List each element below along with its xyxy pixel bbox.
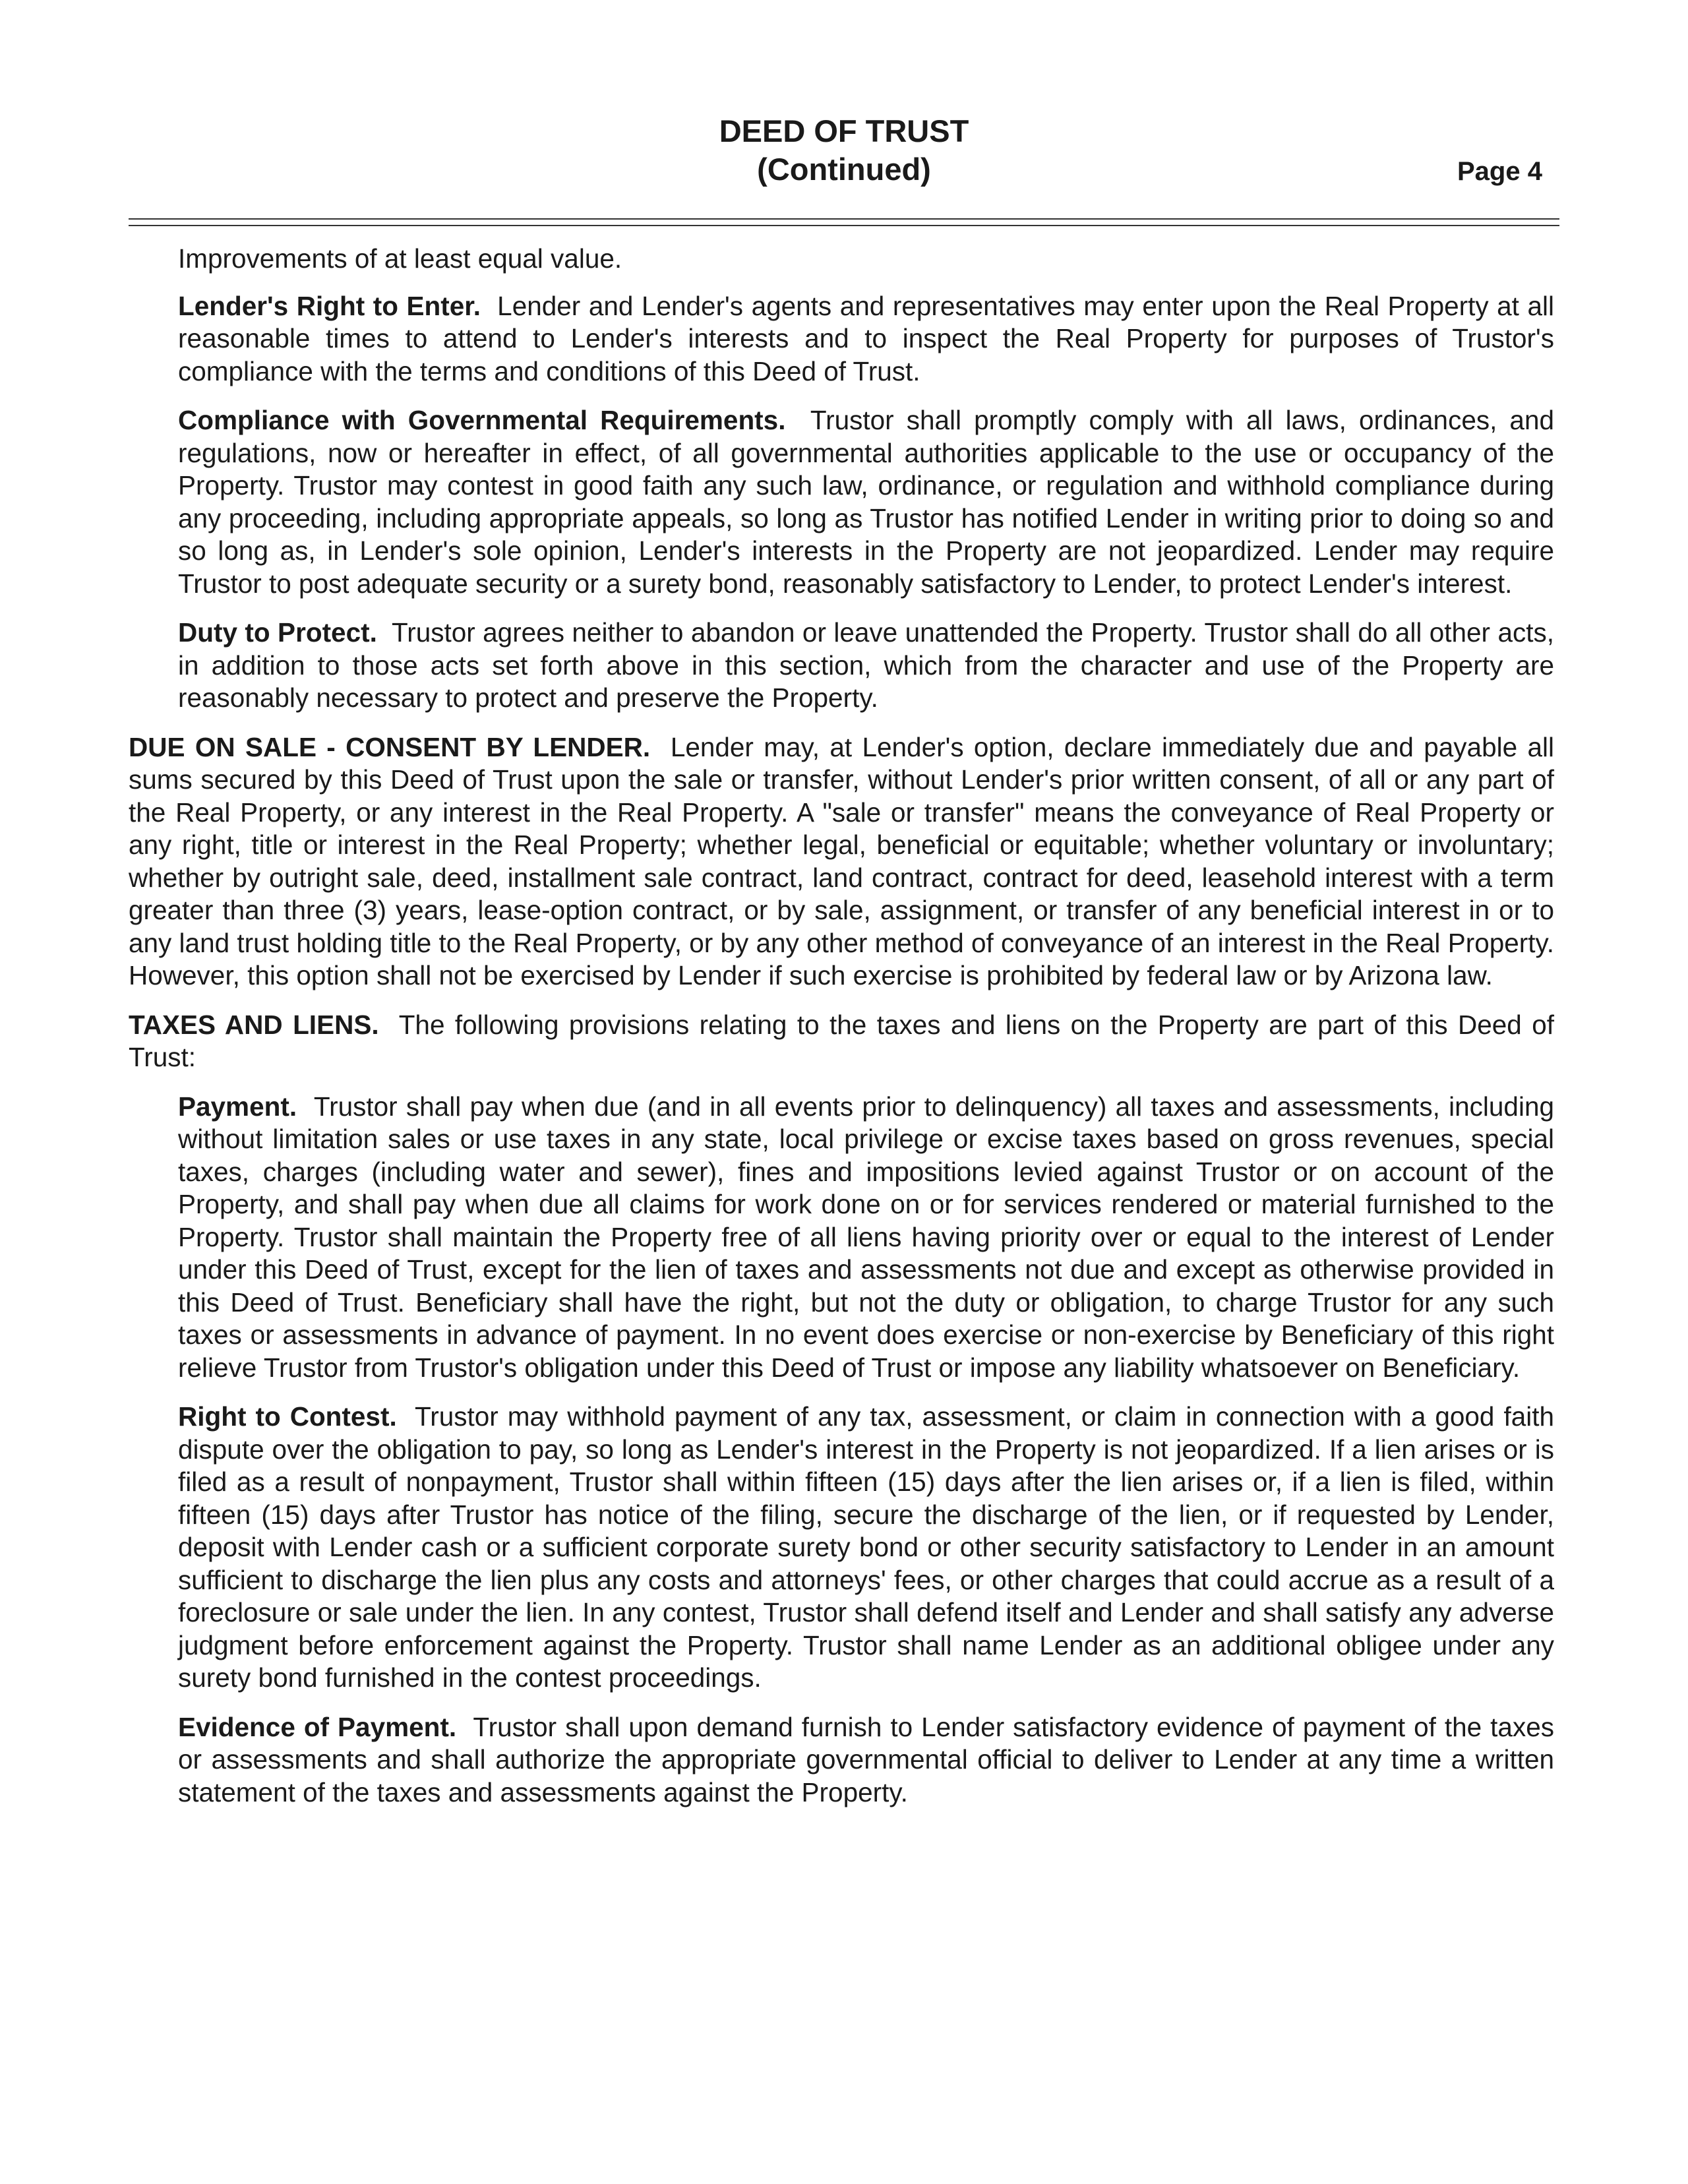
paragraph-improvements	[178, 243, 1554, 276]
page-number: Page 4	[1457, 157, 1542, 186]
paragraph-heading: Duty to Protect.	[178, 617, 377, 648]
paragraph-text: The following provisions relating to the taxes and liens on the Property are part of this Deed of Trust:	[129, 1009, 1554, 1072]
paragraph-lenders-right-to-enter	[178, 290, 1554, 388]
paragraph-duty-to-protect	[178, 617, 1554, 715]
section-heading: DUE ON SALE - CONSENT BY LENDER.	[129, 731, 651, 762]
document-title: DEED OF TRUST	[719, 113, 969, 148]
paragraph-payment	[178, 1091, 1554, 1385]
document-header	[0, 112, 1688, 189]
paragraph-evidence-of-payment	[178, 1711, 1554, 1809]
paragraph-heading: Compliance with Governmental Requirements.	[178, 405, 786, 435]
paragraph-heading: Evidence of Payment.	[178, 1711, 457, 1742]
section-heading: TAXES AND LIENS.	[129, 1009, 379, 1040]
document-subtitle: (Continued)	[757, 152, 931, 187]
paragraph-heading: Right to Contest.	[178, 1401, 397, 1432]
paragraph-heading: Payment.	[178, 1091, 297, 1122]
paragraph-text: Trustor shall pay when due (and in all events prior to delinquency) all taxes and assessments, including without limitation sales or use taxes in any state, local privilege or excise taxes based on gross revenues, special taxes, charges (including water and sewer), fines and impositions levied against Trustor or on account of the Property, and shall pay when due all claims for work done on or for services rendered or material furnished to the Property. Trustor shall maintain the Property free of all liens having priority over or equal to the interest of Lender under this Deed of Trust, except for the lien of taxes and assessments not due and except as otherwise provided in this Deed of Trust. Beneficiary shall have the right, but not the duty or obligation, to charge Trustor for any such taxes or assessments in advance of payment. In no event does exercise or non-exercise by Beneficiary of this right relieve Trustor from Trustor's obligation under this Deed of Trust or impose any liability whatsoever on Beneficiary.	[178, 1091, 1554, 1383]
paragraph-text: Trustor may withhold payment of any tax, assessment, or claim in connection with a good faith dispute over the obligation to pay, so long as Lender's interest in the Property is not jeopardized. If a lien arises or is filed as a result of nonpayment, Trustor shall within fifteen (15) days after the lien arises or, if a lien is filed, within fifteen (15) days after Trustor has notice of the filing, secure the discharge of the lien, or if requested by Lender, deposit with Lender cash or a sufficient corporate surety bond or other security satisfactory to Lender in an amount sufficient to discharge the lien plus any costs and attorneys' fees, or other charges that could accrue as a result of a foreclosure or sale under the lien. In any contest, Trustor shall defend itself and Lender and shall satisfy any adverse judgment before enforcement against the Property. Trustor shall name Lender as an additional obligee under any surety bond furnished in the contest proceedings.	[178, 1401, 1554, 1693]
paragraph-due-on-sale	[129, 731, 1554, 992]
paragraph-compliance-governmental	[178, 404, 1554, 600]
paragraph-heading: Lender's Right to Enter.	[178, 290, 481, 321]
paragraph-text: Trustor agrees neither to abandon or leave unattended the Property. Trustor shall do all other acts, in addition to those acts set forth above in this section, which from the character and use of the Property are reasonably necessary to protect and preserve the Property.	[178, 617, 1554, 713]
paragraph-taxes-and-liens	[129, 1009, 1554, 1074]
paragraph-text: Lender and Lender's agents and representatives may enter upon the Real Property at all reasonable times to attend to Lender's interests and to inspect the Real Property for purposes of Trustor's compliance with the terms and conditions of this Deed of Trust.	[178, 290, 1554, 386]
header-rule-bottom	[129, 225, 1559, 226]
paragraph-right-to-contest	[178, 1401, 1554, 1695]
paragraph-text: Trustor shall upon demand furnish to Lender satisfactory evidence of payment of the taxes or assessments and shall authorize the appropriate governmental official to deliver to Lender at any time a written statement of the taxes and assessments against the Property.	[178, 1711, 1554, 1807]
document-body	[129, 243, 1554, 1825]
paragraph-text: Lender may, at Lender's option, declare immediately due and payable all sums secured by this Deed of Trust upon the sale or transfer, without Lender's prior written consent, of all or any part of the Real Property, or any interest in the Real Property. A "sale or transfer" means the conveyance of Real Property or any right, title or interest in the Real Property; whether legal, beneficial or equitable; whether voluntary or involuntary; whether by outright sale, deed, installment sale contract, land contract, contract for deed, leasehold interest with a term greater than three (3) years, lease-option contract, or by sale, assignment, or transfer of any beneficial interest in or to any land trust holding title to the Real Property, or by any other method of conveyance of an interest in the Real Property. However, this option shall not be exercised by Lender if such exercise is prohibited by federal law or by Arizona law.	[129, 731, 1554, 990]
header-rule-top	[129, 218, 1559, 220]
paragraph-text: Trustor shall promptly comply with all laws, ordinances, and regulations, now or hereafter in effect, of all governmental authorities applicable to the use or occupancy of the Property. Trustor may contest in good faith any such law, ordinance, or regulation and withhold compliance during any proceeding, including appropriate appeals, so long as Trustor has notified Lender in writing prior to doing so and so long as, in Lender's sole opinion, Lender's interests in the Property are not jeopardized. Lender may require Trustor to post adequate security or a surety bond, reasonably satisfactory to Lender, to protect Lender's interest.	[178, 405, 1554, 599]
paragraph-text: Improvements of at least equal value.	[178, 243, 622, 274]
